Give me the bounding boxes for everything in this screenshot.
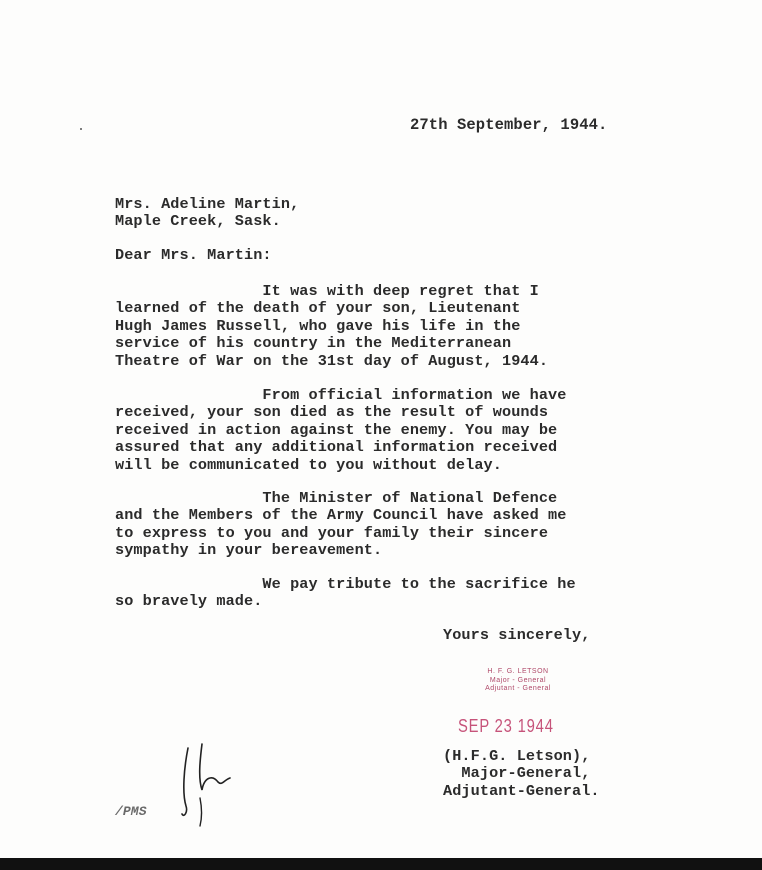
paragraph-line: Theatre of War on the 31st day of August, 1944. — [115, 351, 549, 370]
signer-name: (H.F.G. Letson), — [443, 747, 591, 765]
stamp-name: H. F. G. LETSON — [487, 668, 549, 675]
recipient-address — [115, 196, 299, 231]
salutation: Dear Mrs. Martin: — [115, 246, 272, 264]
recipient-location: Maple Creek, Sask. — [115, 212, 281, 231]
paragraph-line: received, your son died as the result of wounds — [115, 403, 549, 422]
paragraph-line: learned of the death of your son, Lieutenant — [115, 299, 521, 318]
paragraph-line: It was with deep regret that I — [115, 282, 539, 300]
paragraph-line: Hugh James Russell, who gave his life in the — [115, 316, 521, 335]
paragraph-line: From official information we have — [115, 386, 567, 404]
scan-edge — [0, 858, 762, 870]
name-stamp — [476, 668, 560, 694]
paragraph-line: will be communicated to you without delay. — [115, 455, 502, 474]
signature-block — [443, 748, 600, 800]
closing: Yours sincerely, — [443, 626, 591, 644]
paragraph-line: We pay tribute to the sacrifice he — [115, 575, 576, 593]
paragraph-line: assured that any additional information received — [115, 438, 558, 457]
paragraph-line: received in action against the enemy. You may be — [115, 420, 558, 439]
paragraph-line: sympathy in your bereavement. — [115, 541, 383, 560]
date-stamp: SEP 23 1944 — [458, 716, 554, 736]
recipient-name: Mrs. Adeline Martin, — [115, 195, 300, 213]
paragraph-line: and the Members of the Army Council have asked me — [115, 506, 567, 525]
stamp-rank: Major - General — [489, 676, 547, 684]
letter-date: 27th September, 1944. — [410, 116, 608, 134]
typist-initials: /PMS — [115, 804, 147, 819]
signer-title: Adjutant-General. — [443, 781, 600, 800]
paragraph-line: service of his country in the Mediterranean — [115, 334, 512, 353]
paragraph-1 — [115, 283, 548, 370]
paper-speck — [80, 128, 82, 130]
paragraph-4 — [115, 576, 576, 611]
paragraph-line: The Minister of National Defence — [115, 489, 558, 507]
signer-rank: Major-General, — [443, 764, 591, 783]
stamp-title: Adjutant - General — [485, 685, 551, 693]
paragraph-line: to express to you and your family their sincere — [115, 523, 549, 542]
paragraph-line: so bravely made. — [115, 592, 263, 611]
paragraph-2 — [115, 387, 567, 474]
paragraph-3 — [115, 490, 567, 560]
handwritten-initials-signature — [178, 738, 248, 828]
